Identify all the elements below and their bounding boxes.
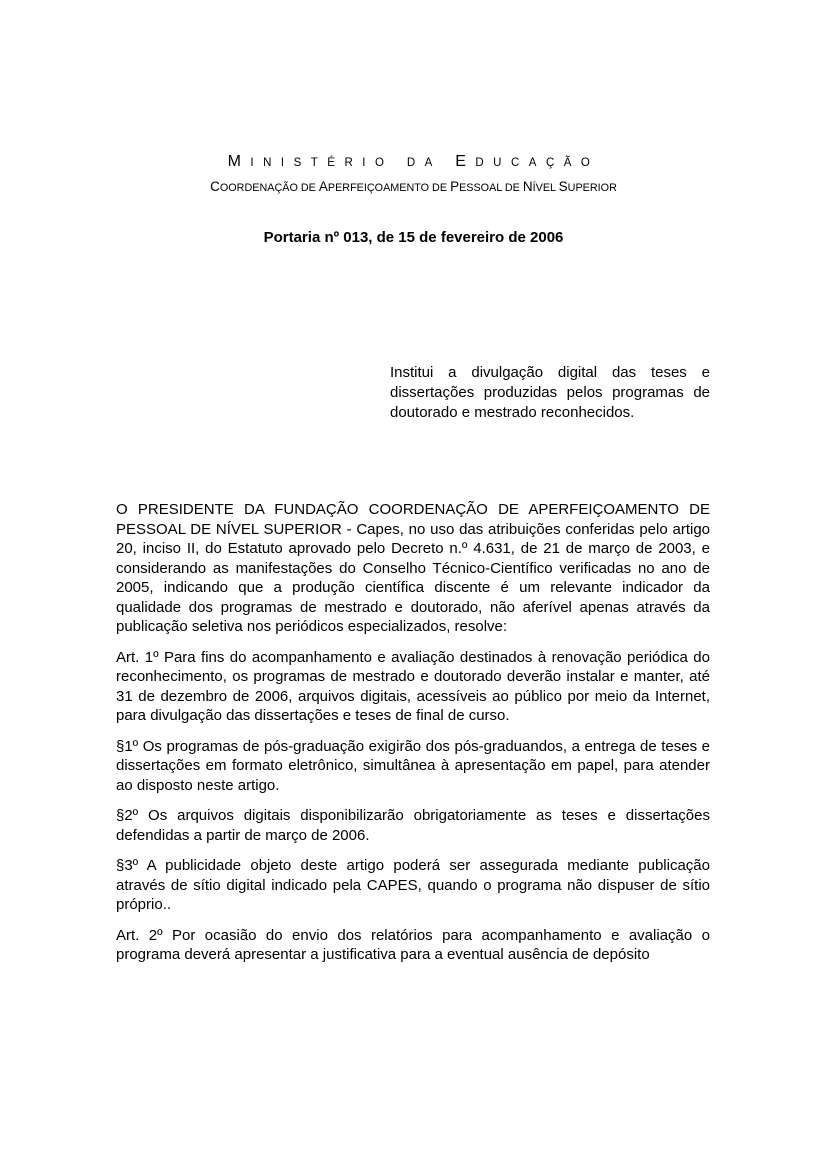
coord-rest: OORDENAÇÃO DE xyxy=(219,182,319,194)
document-body xyxy=(116,500,710,976)
coord-cap: A xyxy=(318,179,328,194)
ministry-word-rest: DUCAÇÃO xyxy=(475,157,600,169)
coord-rest: ÍVEL xyxy=(532,182,559,194)
coord-cap: C xyxy=(210,179,220,194)
ementa: Institui a divulgação digital das teses e dissertações produzidas pelos programas de doutorado e mestrado reconhecidos. xyxy=(390,364,710,421)
paragraph-1: §1º Os programas de pós-graduação exigirão dos pós-graduandos, a entrega de teses e dissertações em formato eletrônico, simultânea à apresentação em papel, para atender ao disposto neste artigo. xyxy=(116,737,710,794)
paragraph-3: §3º A publicidade objeto deste artigo poderá ser assegurada mediante publicação através de sítio digital indicado pela CAPES, quando o programa não dispuser de sítio próprio.. xyxy=(116,857,710,913)
coord-cap: P xyxy=(450,179,460,194)
ministry-word-rest: INISTÉRIO xyxy=(250,157,394,169)
preamble-paragraph: O PRESIDENTE DA FUNDAÇÃO COORDENAÇÃO DE APERFEIÇOAMENTO DE PESSOAL DE NÍVEL SUPERIOR - Capes, no uso das atribuições conferidas pelo artigo 20, inciso II, do Estatuto aprovado pelo Decreto n.º 4.631, de 21 de março de 2003, e considerando as manifestações do Conselho Técnico-Científico verificadas no ano de 2005, indicando que a produção científica discente é um relevante indicador da qualidade dos programas de mestrado e doutorado, não aferível apenas através da publicação seletiva nos periódicos especializados, resolve: xyxy=(116,501,710,635)
paragraph-2: §2º Os arquivos digitais disponibilizarão obrigatoriamente as teses e dissertações defendidas a partir de março de 2006. xyxy=(116,807,710,844)
article-2-paragraph: Art. 2º Por ocasião do envio dos relatórios para acompanhamento e avaliação o programa deverá apresentar a justificativa para a eventual ausência de depósito xyxy=(116,926,710,963)
ministry-initial-m: M xyxy=(227,153,251,170)
ministry-title xyxy=(0,151,827,173)
portaria-heading: Portaria nº 013, de 15 de fevereiro de 2006 xyxy=(263,229,564,246)
coord-rest: ESSOAL DE xyxy=(459,182,523,194)
coordination-title xyxy=(0,178,827,197)
article-1-paragraph: Art. 1º Para fins do acompanhamento e avaliação destinados à renovação periódica do reconhecimento, os programas de mestrado e doutorado deverão instalar e manter, até 31 de dezembro de 2006, arquivos digitais, acessíveis ao público por meio da Internet, para divulgação das dissertações e teses de final de curso. xyxy=(116,648,710,724)
coord-rest: UPERIOR xyxy=(567,182,617,194)
coord-rest: PERFEIÇOAMENTO DE xyxy=(327,182,451,194)
coord-cap: N xyxy=(522,179,533,194)
coord-cap: S xyxy=(558,179,568,194)
ministry-word-da: DA xyxy=(406,157,442,169)
ministry-initial-e: E xyxy=(455,153,476,170)
